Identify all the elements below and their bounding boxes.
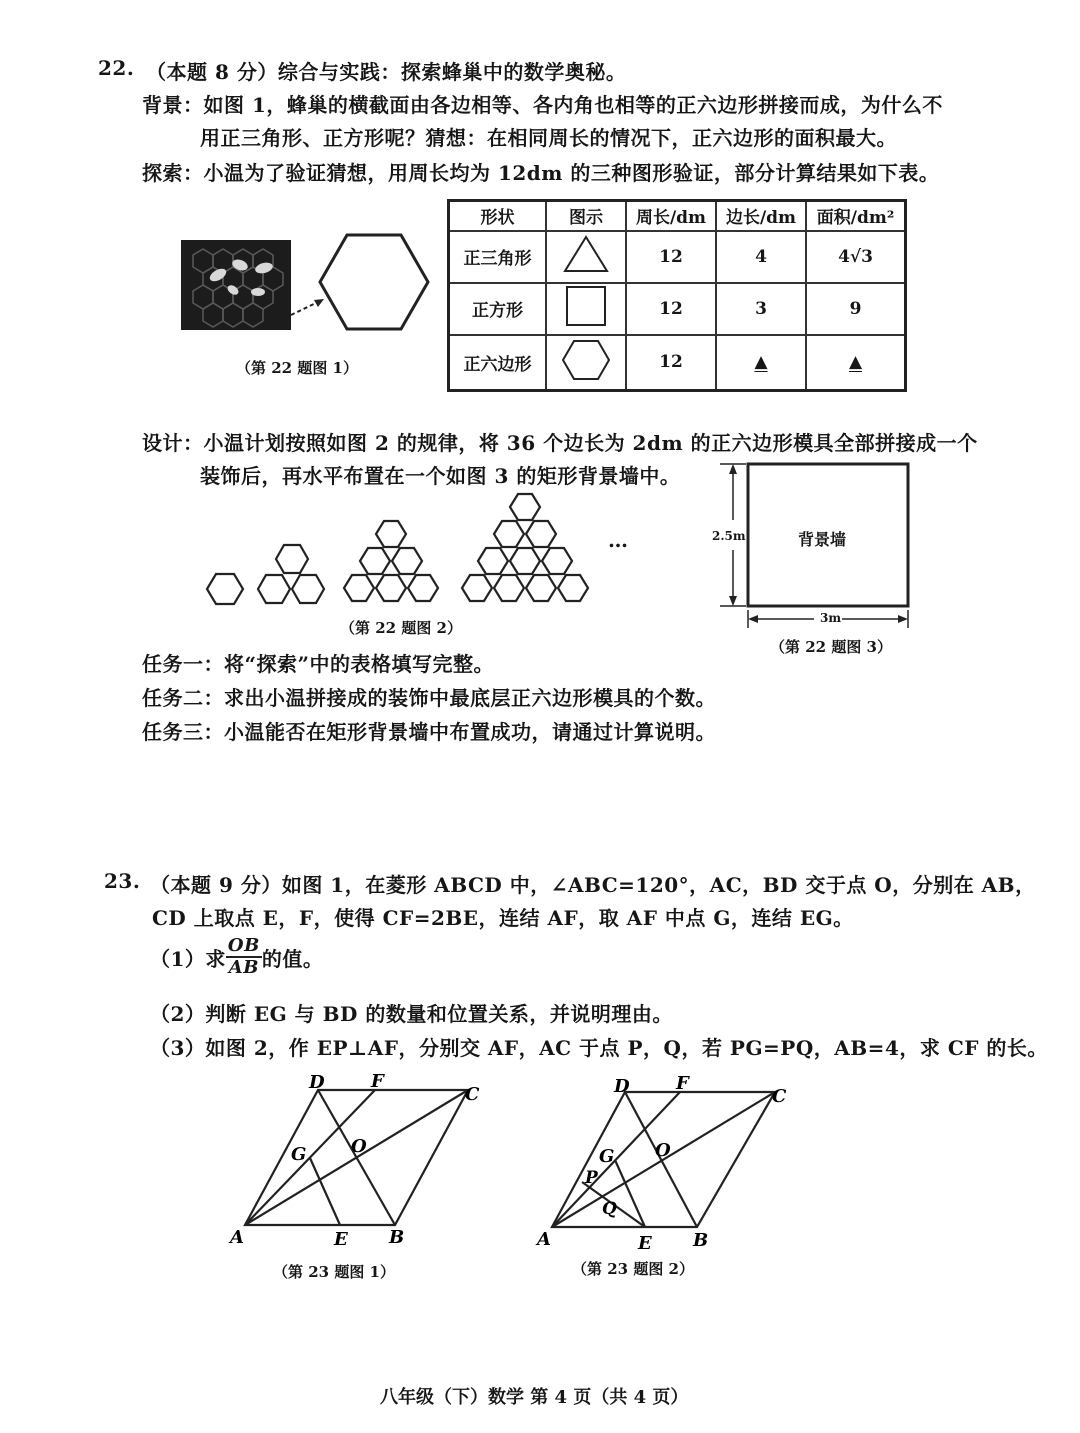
arrow-head-icon <box>314 299 324 307</box>
fraction-ob-ab <box>226 936 262 978</box>
q22-ellipsis: … <box>608 528 629 552</box>
table-cell-area: 9 <box>806 283 906 335</box>
table-header: 周长/dm <box>626 201 716 231</box>
table-cell-perimeter: 12 <box>626 231 716 283</box>
q23-figure1 <box>225 1070 490 1250</box>
q23-fig1-caption: （第 23 题图 1） <box>273 1263 395 1281</box>
q23-figure2 <box>530 1070 800 1250</box>
q22-header: （本题 8 分）综合与实践：探索蜂巢中的数学奥秘。 <box>146 60 627 84</box>
q23-part1-suffix: 的值。 <box>261 946 324 971</box>
segment-eg <box>310 1158 340 1225</box>
table-cell-icon <box>546 335 626 391</box>
pointer-arrow <box>291 302 318 315</box>
table-row <box>449 283 906 335</box>
q22-background-line1: 背景：如图 1，蜂巢的横截面由各边相等、各内角也相等的正六边形拼接而成，为什么不 <box>142 93 943 117</box>
q22-design-line2: 装饰后，再水平布置在一个如图 3 的矩形背景墙中。 <box>200 464 681 488</box>
wall-width-label: 3m <box>820 611 842 625</box>
q23-line2: CD 上取点 E，F，使得 CF=2BE，连结 AF，取 AF 中点 G，连结 EG。 <box>152 906 854 930</box>
wall-height-label: 2.5m <box>712 529 746 543</box>
fraction-denominator: AB <box>228 957 259 978</box>
table-cell-icon <box>546 283 626 335</box>
label-p: P <box>585 1168 598 1188</box>
q23-part1 <box>150 936 323 978</box>
label-e: E <box>334 1229 348 1250</box>
label-a: A <box>230 1227 244 1248</box>
table-cell-side: ▲ <box>716 335 806 391</box>
table-cell-icon <box>546 231 626 283</box>
table-cell-shape: 正方形 <box>449 283 547 335</box>
q22-fig3-caption: （第 22 题图 3） <box>770 638 892 656</box>
label-f: F <box>371 1071 384 1092</box>
triangle-icon <box>562 233 610 275</box>
hexagon-stage1 <box>207 574 243 604</box>
q22-design-line1: 设计：小温计划按照如图 2 的规律，将 36 个边长为 2dm 的正六边形模具全部拼接成一个 <box>142 431 978 455</box>
fraction-numerator: OB <box>227 935 260 956</box>
table-cell-area: ▲ <box>806 335 906 391</box>
q22-task2: 任务二：求出小温拼接成的装饰中最底层正六边形模具的个数。 <box>142 686 716 710</box>
hexagon-stage3 <box>344 521 438 601</box>
table-cell-side: 4 <box>716 231 806 283</box>
table-cell-area: 4√3 <box>806 231 906 283</box>
label-e: E <box>638 1233 652 1250</box>
label-g: G <box>599 1146 615 1167</box>
table-row <box>449 231 906 283</box>
label-d: D <box>614 1076 630 1097</box>
table-cell-shape: 正三角形 <box>449 231 547 283</box>
q22-fig1-caption: （第 22 题图 1） <box>236 359 358 377</box>
label-g: G <box>291 1144 307 1165</box>
hexagon-outline <box>320 235 428 329</box>
q22-figure2 <box>200 490 600 615</box>
label-o: O <box>351 1136 367 1157</box>
wall-label: 背景墙 <box>798 530 847 549</box>
table-cell-perimeter: 12 <box>626 335 716 391</box>
table-cell-side: 3 <box>716 283 806 335</box>
table-header: 面积/dm² <box>806 201 906 231</box>
label-b: B <box>389 1227 405 1248</box>
table-row <box>449 335 906 391</box>
q22-task1: 任务一：将“探索”中的表格填写完整。 <box>142 652 495 676</box>
q23-part2: （2）判断 EG 与 BD 的数量和位置关系，并说明理由。 <box>150 1002 673 1026</box>
page-footer: 八年级（下）数学 第 4 页（共 4 页） <box>380 1387 689 1408</box>
table-cell-shape: 正六边形 <box>449 335 547 391</box>
label-c: C <box>772 1086 787 1107</box>
hexagon-stage4 <box>462 494 588 601</box>
q23-part1-prefix: （1）求 <box>150 946 226 971</box>
table-header: 形状 <box>449 201 547 231</box>
label-b: B <box>693 1230 709 1250</box>
q23-line1: （本题 9 分）如图 1，在菱形 ABCD 中，∠ABC=120°，AC，BD 交于点 O，分别在 AB， <box>150 873 1036 897</box>
label-f: F <box>676 1073 689 1094</box>
q22-background-line2: 用正三角形、正方形呢？猜想：在相同周长的情况下，正六边形的面积最大。 <box>200 126 897 150</box>
hexagon-icon <box>560 337 612 383</box>
square-icon <box>564 284 608 328</box>
label-d: D <box>309 1072 325 1093</box>
table-header: 边长/dm <box>716 201 806 231</box>
label-o: O <box>655 1140 671 1161</box>
q23-number: 23. <box>104 869 141 893</box>
hexagon-stage2 <box>258 545 324 603</box>
label-a: A <box>537 1229 551 1250</box>
table-header-row <box>449 201 906 231</box>
q22-number: 22. <box>98 56 135 80</box>
q22-explore: 探索：小温为了验证猜想，用周长均为 12dm 的三种图形验证，部分计算结果如下表。 <box>142 161 940 185</box>
q22-table <box>447 199 907 392</box>
label-c: C <box>465 1084 480 1105</box>
q22-figure1 <box>178 230 438 340</box>
table-header: 图示 <box>546 201 626 231</box>
q23-part3: （3）如图 2，作 EP⊥AF，分别交 AF，AC 于点 P，Q，若 PG=PQ，AB=4，求 CF 的长。 <box>150 1036 1048 1060</box>
label-q: Q <box>602 1199 617 1219</box>
table-cell-perimeter: 12 <box>626 283 716 335</box>
q22-fig2-caption: （第 22 题图 2） <box>340 619 462 637</box>
q22-task3: 任务三：小温能否在矩形背景墙中布置成功，请通过计算说明。 <box>142 720 716 744</box>
q23-fig2-caption: （第 23 题图 2） <box>572 1260 694 1278</box>
